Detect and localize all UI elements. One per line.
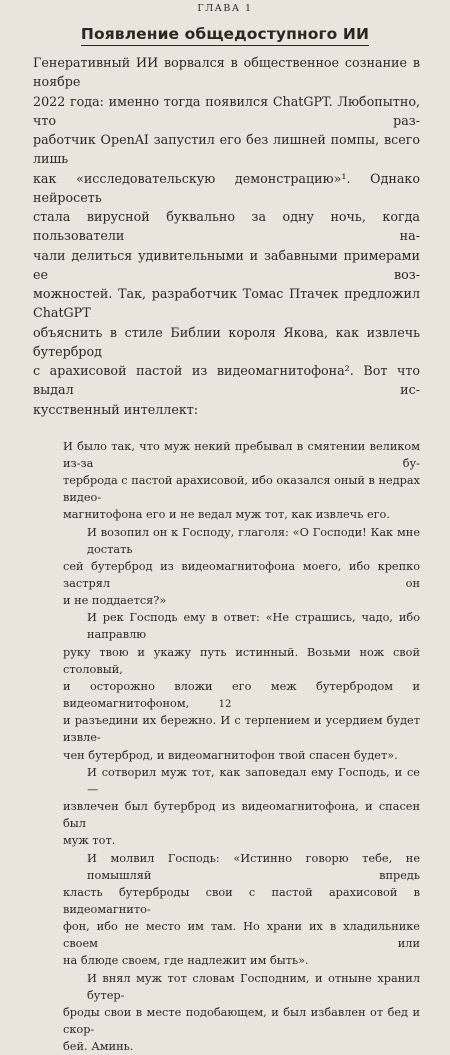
quote-line: чен бутерброд, и видеомагнитофон твой спасен будет».	[63, 748, 398, 762]
quote-line: терброда с пастой арахисовой, ибо оказался оный в недрах видео-	[63, 474, 420, 505]
intro-line: Генеративный ИИ ворвался в общественное сознание в ноябре	[33, 55, 420, 90]
quote-line: И внял муж тот словам Господним, и отныне хранил бутер-	[87, 971, 420, 1002]
intro-line: работчик OpenAI запустил его без лишней помпы, всего лишь	[33, 132, 420, 167]
quote-paragraph	[33, 524, 420, 610]
quote-line: И было так, что муж некий пребывал в смятении великом из-за бу-	[63, 439, 420, 470]
section-title-wrap	[0, 24, 450, 46]
quote-paragraph	[33, 438, 420, 524]
quote-line: сей бутерброд из видеомагнитофона моего, ибо крепко застрял он	[63, 559, 420, 590]
quote-line: И возопил он к Господу, глаголя: «О Господи! Как мне достать	[87, 525, 420, 556]
page-number: 12	[218, 699, 232, 710]
quote-line: и разъедини их бережно. И с терпением и усердием будет извле-	[63, 714, 420, 745]
running-head: ГЛАВА 1	[197, 3, 253, 14]
intro-line: как «исследовательскую демонстрацию»¹. Однако нейросеть	[33, 170, 420, 205]
quote-line: И рек Господь ему в ответ: «Не страшись, чадо, ибо направлю	[87, 611, 420, 642]
page-body	[33, 53, 420, 1055]
quote-paragraph	[33, 609, 420, 763]
intro-line: 2022 года: именно тогда появился ChatGPT. Любопытно, что раз-	[33, 93, 420, 128]
quote-line: класть бутерброды свои с пастой арахисовой в видеомагнито-	[63, 885, 420, 916]
quote-line: фон, ибо не место им там. Но храни их в хладильнике своем или	[63, 920, 420, 951]
quote-line: магнитофона его и не ведал муж тот, как извлечь его.	[63, 508, 390, 522]
intro-line: чали делиться удивительными и забавными примерами ее воз-	[33, 247, 420, 282]
quote-line: муж тот.	[63, 834, 116, 848]
intro-line: кусственный интеллект:	[33, 401, 199, 417]
quote-line: и не поддается?»	[63, 594, 167, 608]
quote-paragraph	[33, 764, 420, 850]
intro-paragraph	[33, 53, 420, 419]
section-title: Появление общедоступного ИИ	[81, 25, 369, 46]
quote-paragraph	[33, 850, 420, 970]
quote-paragraph	[33, 970, 420, 1055]
quote-line: И сотворил муж тот, как заповедал ему Господь, и се —	[87, 765, 420, 796]
quote-line: на блюде своем, где надлежит им быть».	[63, 954, 309, 968]
quote-line: извлечен был бутерброд из видеомагнитофона, и спасен был	[63, 800, 420, 831]
quote-line: бей. Аминь.	[63, 1040, 134, 1054]
intro-line: можностей. Так, разработчик Томас Птачек предложил ChatGPT	[33, 286, 420, 321]
quote-line: руку твою и укажу путь истинный. Возьми нож свой столовый,	[63, 645, 420, 676]
quote-line: броды свои в месте подобающем, и был избавлен от бед и скор-	[63, 1005, 420, 1037]
intro-line: стала вирусной буквально за одну ночь, когда пользователи на-	[33, 209, 420, 244]
quoted-passage	[33, 438, 420, 1055]
quote-line: и осторожно вложи его меж бутербродом и видеомагнитофоном,	[63, 679, 420, 711]
quote-line: И молвил Господь: «Истинно говорю тебе, не помышляй впредь	[87, 851, 420, 882]
intro-line: объяснить в стиле Библии короля Якова, как извлечь бутерброд	[33, 324, 420, 359]
intro-line: с арахисовой пастой из видеомагнитофона². Вот что выдал ис-	[33, 363, 420, 398]
